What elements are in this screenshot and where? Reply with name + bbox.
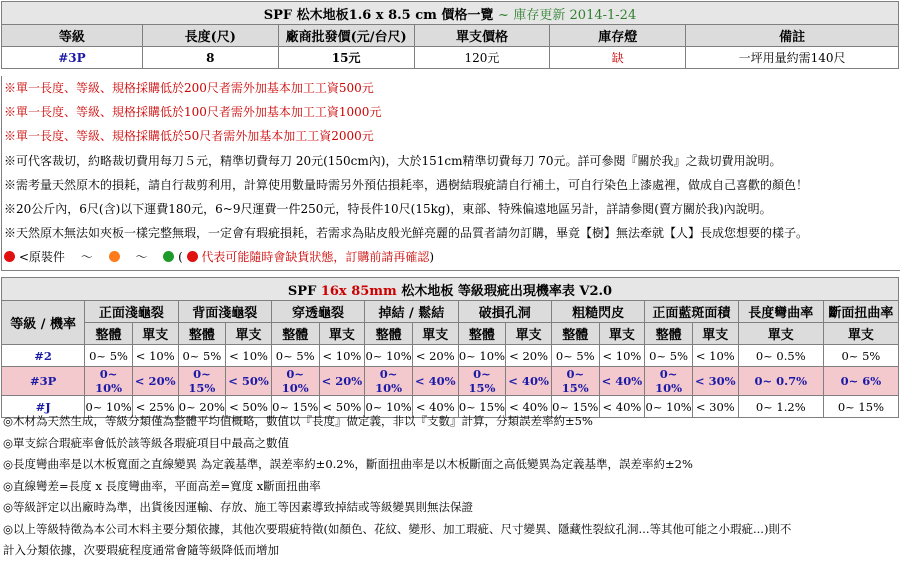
sub-single: 單支: [412, 323, 458, 345]
red-dot-icon: [4, 251, 15, 262]
value-cell: 0~ 10%: [645, 367, 693, 396]
value-cell: 0~ 10%: [85, 367, 133, 396]
value-cell: 0~ 5%: [551, 345, 599, 367]
value-cell: < 10%: [226, 345, 272, 367]
group-back-crack: 背面淺龜裂: [178, 301, 271, 323]
sub-single: 單支: [738, 323, 823, 345]
value-cell: < 40%: [506, 367, 552, 396]
header-wholesale-price: 廠商批發價(元/台尺): [278, 25, 414, 47]
value-cell: 0~ 10%: [365, 367, 413, 396]
price-title: [2, 2, 899, 25]
footnote-classification-cont: 計入分類依據，次要瑕疵程度通常會隨等級降低而增加: [3, 543, 279, 557]
sub-whole: 整體: [458, 323, 506, 345]
value-cell: < 50%: [226, 367, 272, 396]
price-table: [1, 1, 899, 69]
value-cell: < 25%: [132, 396, 178, 418]
sub-single: 單支: [226, 323, 272, 345]
value-cell: < 20%: [412, 345, 458, 367]
value-cell: 0~ 15%: [271, 396, 319, 418]
grade-cell: #J: [2, 396, 85, 418]
note-min-200: ※單一長度、等級、規格採購低於200尺者需外加基本加工工資500元: [4, 81, 374, 95]
green-dot-icon: [163, 251, 174, 262]
grade-cell: #3P: [2, 367, 85, 396]
value-cell: 0~ 20%: [178, 396, 226, 418]
header-stock-light: 庫存燈: [550, 25, 686, 47]
value-cell: < 30%: [692, 367, 738, 396]
value-cell: 0~ 10%: [645, 396, 693, 418]
value-cell: 0~ 10%: [365, 345, 413, 367]
value-cell: < 40%: [599, 396, 645, 418]
note-min-100: ※單一長度、等級、規格採購低於100尺者需外加基本加工工資1000元: [4, 105, 382, 120]
value-cell: < 40%: [599, 367, 645, 396]
footnote-bow-twist: ◎長度彎曲率是以木板寬面之直線變異 為定義基準，誤差率約±0.2%，斷面扭曲率是以木板斷面之高低變異為定義基準，誤差率約±2%: [3, 457, 693, 471]
group-rough-surface: 粗糙閃皮: [551, 301, 644, 323]
value-cell: 0~ 10%: [365, 396, 413, 418]
header-grade: 等級: [2, 25, 143, 47]
value-cell: 0~ 6%: [823, 367, 898, 396]
value-cell: 0~ 0.7%: [738, 367, 823, 396]
footnote-formula: ◎直線彎差=長度 x 長度彎曲率，平面高差=寬度 x斷面扭曲率: [3, 478, 321, 493]
table-row-highlighted: [2, 367, 899, 396]
legend-tilde-1: ～: [80, 250, 93, 265]
cell-grade: #3P: [2, 47, 143, 69]
legend-paren-open: (: [178, 250, 183, 265]
legend-tilde-2: ～: [135, 250, 148, 265]
value-cell: < 40%: [506, 396, 552, 418]
note-natural-wood: ※天然原木無法如夾板一樣完整無瑕，一定會有瑕疵損耗，若需求為貼皮般光鮮亮麗的品質者請勿訂購，畢竟【樹】無法牽就【人】長成您想要的樣子。: [4, 226, 809, 241]
value-cell: < 20%: [319, 367, 365, 396]
value-cell: < 20%: [132, 367, 178, 396]
stock-legend: [2, 245, 900, 269]
value-cell: 0~ 15%: [551, 396, 599, 418]
value-cell: 0~ 15%: [458, 367, 506, 396]
notes-block: [1, 76, 900, 271]
defect-title-suffix: 松木地板 等級瑕疵出現機率表 V2.0: [396, 283, 613, 299]
header-unit-price: 單支價格: [414, 25, 550, 47]
sub-whole: 整體: [365, 323, 413, 345]
sub-single: 單支: [132, 323, 178, 345]
cell-length: 8: [142, 47, 278, 69]
sub-single: 單支: [599, 323, 645, 345]
legend-paren-close: ): [429, 250, 435, 265]
defect-table: [1, 277, 899, 418]
value-cell: < 40%: [412, 396, 458, 418]
legend-warning: 代表可能隨時會缺貨狀態，訂購前請再確認: [201, 250, 430, 265]
note-min-50: ※單一長度、等級、規格採購低於50尺者需外加基本加工工資2000元: [4, 129, 374, 144]
value-cell: < 10%: [599, 345, 645, 367]
sub-whole: 整體: [645, 323, 693, 345]
note-wastage: ※需考量天然原木的損耗，請自行裁剪利用，計算使用數量時需另外預估損耗率，遇樹結瑕疵請自行補土，可自行染色上漆處裡，做成自己喜歡的顏色！: [4, 177, 809, 192]
footnote-single-rate: ◎單支綜合瑕疵率會低於該等級各瑕疵項目中最高之數值: [3, 435, 290, 450]
red-dot-icon: [187, 251, 198, 262]
sub-whole: 整體: [178, 323, 226, 345]
header-remarks: 備註: [686, 25, 899, 47]
defect-title: [2, 278, 899, 301]
group-holes: 破損孔洞: [458, 301, 551, 323]
legend-label: <原裝件: [18, 250, 65, 265]
cell-wholesale-price: 15元: [278, 47, 414, 69]
value-cell: < 30%: [692, 396, 738, 418]
note-shipping: ※20公斤內，6尺(含)以下運費180元，6~9尺運費一件250元，特長件10尺(15kg)，東部、特殊偏遠地區另計，詳請參閱(賣方關於我)內說明。: [4, 201, 772, 216]
value-cell: 0~ 5%: [823, 345, 898, 367]
sub-single: 單支: [506, 323, 552, 345]
group-length-bow: 長度彎曲率: [738, 301, 823, 323]
value-cell: 0~ 15%: [551, 367, 599, 396]
value-cell: 0~ 15%: [823, 396, 898, 418]
grade-cell: #2: [2, 345, 85, 367]
sub-whole: 整體: [271, 323, 319, 345]
value-cell: 0~ 5%: [178, 345, 226, 367]
sub-whole: 整體: [551, 323, 599, 345]
value-cell: 0~ 10%: [271, 367, 319, 396]
cell-remarks: 一坪用量約需140尺: [686, 47, 899, 69]
group-twist: 斷面扭曲率: [823, 301, 898, 323]
value-cell: < 50%: [319, 396, 365, 418]
defect-title-prefix: SPF: [287, 283, 321, 299]
value-cell: 0~ 15%: [458, 396, 506, 418]
value-cell: 0~ 1.2%: [738, 396, 823, 418]
footnote-classification: ◎以上等級特徵為本公司木料主要分類依據，其他次要瑕疵特徵(如顏色、花紋、變形、加工瑕疵、尺寸變異、隱藏性裂紋孔洞...等其他可能之小瑕疵...)則不: [3, 521, 792, 536]
sub-whole: 整體: [85, 323, 133, 345]
title-main: SPF 松木地板1.6 x 8.5 cm 價格一覽: [263, 7, 494, 23]
value-cell: 0~ 15%: [178, 367, 226, 396]
value-cell: 0~ 5%: [645, 345, 693, 367]
value-cell: < 10%: [692, 345, 738, 367]
title-tilde: ~: [497, 7, 509, 23]
value-cell: < 20%: [506, 345, 552, 367]
group-through-crack: 穿透龜裂: [271, 301, 364, 323]
note-cutting: ※可代客裁切，約略裁切費用每刀５元，精準切費每刀 20元(150cm內)，大於151cm精準切費每刀 70元。詳可參閱『關於我』之裁切費用說明。: [4, 153, 782, 168]
value-cell: < 50%: [226, 396, 272, 418]
group-blue-stain: 正面藍斑面積: [645, 301, 738, 323]
group-front-crack: 正面淺龜裂: [85, 301, 178, 323]
value-cell: 0~ 10%: [458, 345, 506, 367]
sub-single: 單支: [692, 323, 738, 345]
group-loose-knot: 掉結 / 鬆結: [365, 301, 458, 323]
defect-title-size: 16x 85mm: [320, 283, 397, 299]
footnote-warranty: ◎等級評定以出廠時為準，出貨後因運輸、存放、施工等因素導致掉結或等級變異則無法保證: [3, 500, 474, 514]
value-cell: < 10%: [319, 345, 365, 367]
cell-unit-price: 120元: [414, 47, 550, 69]
sub-single: 單支: [319, 323, 365, 345]
orange-dot-icon: [109, 251, 120, 262]
value-cell: < 10%: [132, 345, 178, 367]
table-row: [2, 345, 899, 367]
stock-update-date: 庫存更新 2014-1-24: [513, 7, 637, 23]
value-cell: < 40%: [412, 367, 458, 396]
header-length: 長度(尺): [142, 25, 278, 47]
value-cell: 0~ 5%: [271, 345, 319, 367]
value-cell: 0~ 5%: [85, 345, 133, 367]
cell-stock-status: 缺: [550, 47, 686, 69]
row-header-grade-prob: 等級 / 機率: [2, 301, 85, 345]
value-cell: 0~ 10%: [85, 396, 133, 418]
value-cell: 0~ 0.5%: [738, 345, 823, 367]
footnotes-block: [1, 411, 899, 562]
sub-single: 單支: [823, 323, 898, 345]
footnote-grading: ◎木材為天然生成，等級分類僅為整體平均值概略，數值以『長度』做定義，非以『支數』計算，分類誤差率約±5%: [3, 414, 593, 428]
